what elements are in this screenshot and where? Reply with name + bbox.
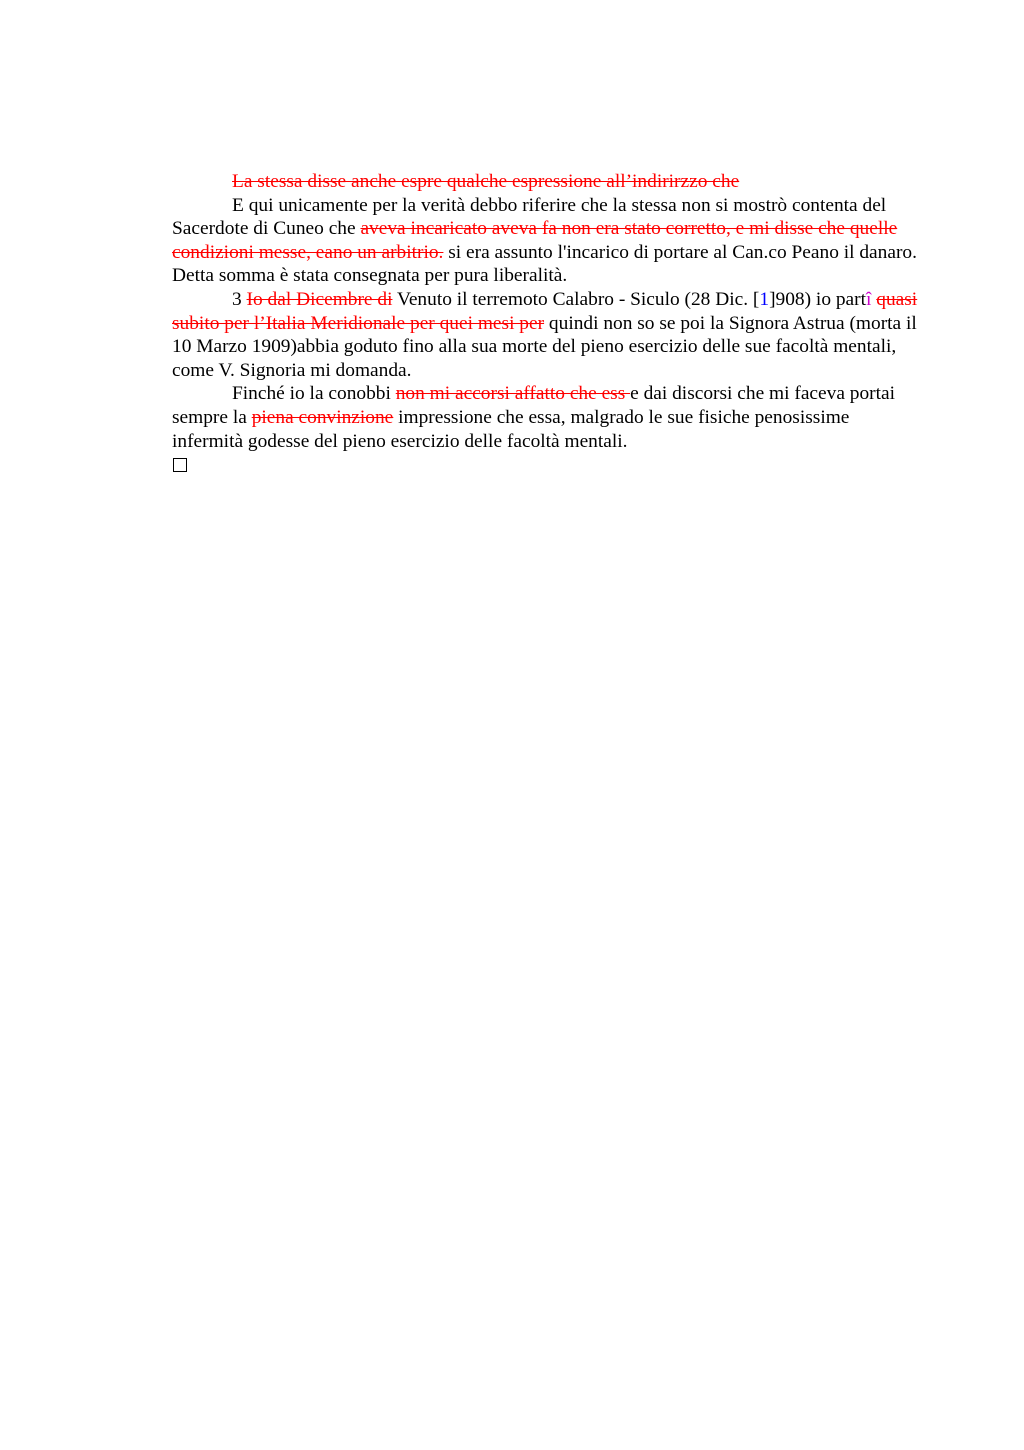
empty-box-icon bbox=[173, 458, 187, 472]
paragraph-3 bbox=[172, 288, 922, 382]
paragraph-text: E qui unicamente per la verità debbo riferire che la stessa non si mostrò contenta del Sacerdote di Cuneo che bbox=[172, 194, 887, 240]
deleted-text: quasi subito per l’Italia Meridionale per quei mesi per bbox=[172, 288, 918, 334]
paragraph-text: Finché io la conobbi bbox=[232, 383, 396, 405]
paragraph-text: si era assunto l'incarico di portare al Can.co Peano il danaro. Detta somma è stata consegnata per pura liberalità. bbox=[172, 241, 917, 287]
paragraph-text: impressione che essa, malgrado le sue fisiche penosissime infermità godesse del pieno esercizio delle facoltà mentali. bbox=[172, 406, 850, 452]
document-body bbox=[172, 170, 922, 472]
paragraph-text: 3 bbox=[232, 288, 247, 310]
paragraph-text: e dai discorsi che mi faceva portai sempre la bbox=[172, 383, 896, 428]
inserted-accent: î bbox=[866, 288, 872, 310]
paragraph-text: ]908) io part bbox=[769, 288, 867, 310]
deleted-text: piena convinzione bbox=[251, 406, 394, 428]
paragraph-text: quindi non so se poi la Signora Astrua (morta il 10 Marzo 1909)abbia goduto fino alla sua morte del pieno esercizio delle sue facoltà mentali, come V. Signoria mi domanda. bbox=[172, 312, 917, 381]
paragraph-1 bbox=[172, 170, 922, 194]
deleted-text: La stessa disse anche espre qualche espressione all’indirirzzo che bbox=[232, 171, 740, 192]
paragraph-text: Venuto il terremoto Calabro - Siculo (28 Dic. [ bbox=[392, 288, 760, 310]
paragraph-4 bbox=[172, 382, 922, 453]
deleted-text: non mi accorsi affatto che ess bbox=[395, 383, 631, 405]
deleted-text: Io dal Dicembre di bbox=[246, 288, 393, 310]
inserted-digit: 1 bbox=[759, 288, 770, 310]
deleted-text: aveva incaricato aveva fa non era stato corretto, e mi disse che quelle condizioni messe, eano un arbitrio. bbox=[172, 218, 898, 263]
paragraph-2 bbox=[172, 194, 922, 288]
